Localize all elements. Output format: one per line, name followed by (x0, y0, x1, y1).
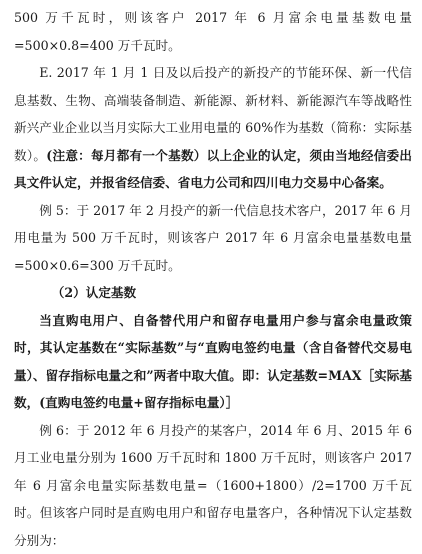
text-segment: 500 万千瓦时，则该客户 2017 年 6 月富余电量基数电量=500×0.8=400 万千瓦时。 (14, 10, 412, 53)
section-heading: （2）认定基数 (14, 279, 412, 307)
text-segment: E. 2017 年 1 月 1 日及以后投产的新投产的节能环保、新一代信息基数、生物、高端装备制造、新能源、新材料、新能源汽车等战略性新兴产业企业以当月实际大工业用电量的 60%作为基数（简称：实际基数）。 (14, 65, 412, 163)
paragraph-continued (14, 4, 412, 59)
paragraph-item-e (14, 59, 412, 197)
text-segment: 例 6：于 2012 年 6 月投产的某客户，2014 年 6 月、2015 年 6 月工业电量分别为 1600 万千瓦时和 1800 万千瓦时，则该客户 2017 年 6 月富余电量实际基数电量=（1600+1800）/2=1700 万千瓦时。但该客户同时是直购电用户和留存电量客户，各种情况下认定基数分别为： (14, 423, 412, 548)
paragraph-example-5 (14, 197, 412, 280)
text-segment: 例 5：于 2017 年 2 月投产的新一代信息技术客户，2017 年 6 月用电量为 500 万千瓦时，则该客户 2017 年 6 月富余电量基数电量=500×0.6=300 万千瓦时。 (14, 203, 412, 273)
paragraph-example-6 (14, 417, 412, 554)
paragraph-rule (14, 307, 412, 417)
bold-text-segment: 当直购电用户、自备替代用户和留存电量用户参与富余电量政策时，其认定基数在“实际基数”与“直购电签约电量（含自备替代交易电量）、留存指标电量之和”两者中取大值。即：认定基数=MAX［实际基数，(直购电签约电量+留存指标电量）］ (14, 313, 412, 411)
bold-text-segment: (注意：每月都有一个基数）以上企业的认定，须由当地经信委出具文件认定，并报省经信委、省电力公司和四川电力交易中心备案。 (14, 148, 412, 191)
